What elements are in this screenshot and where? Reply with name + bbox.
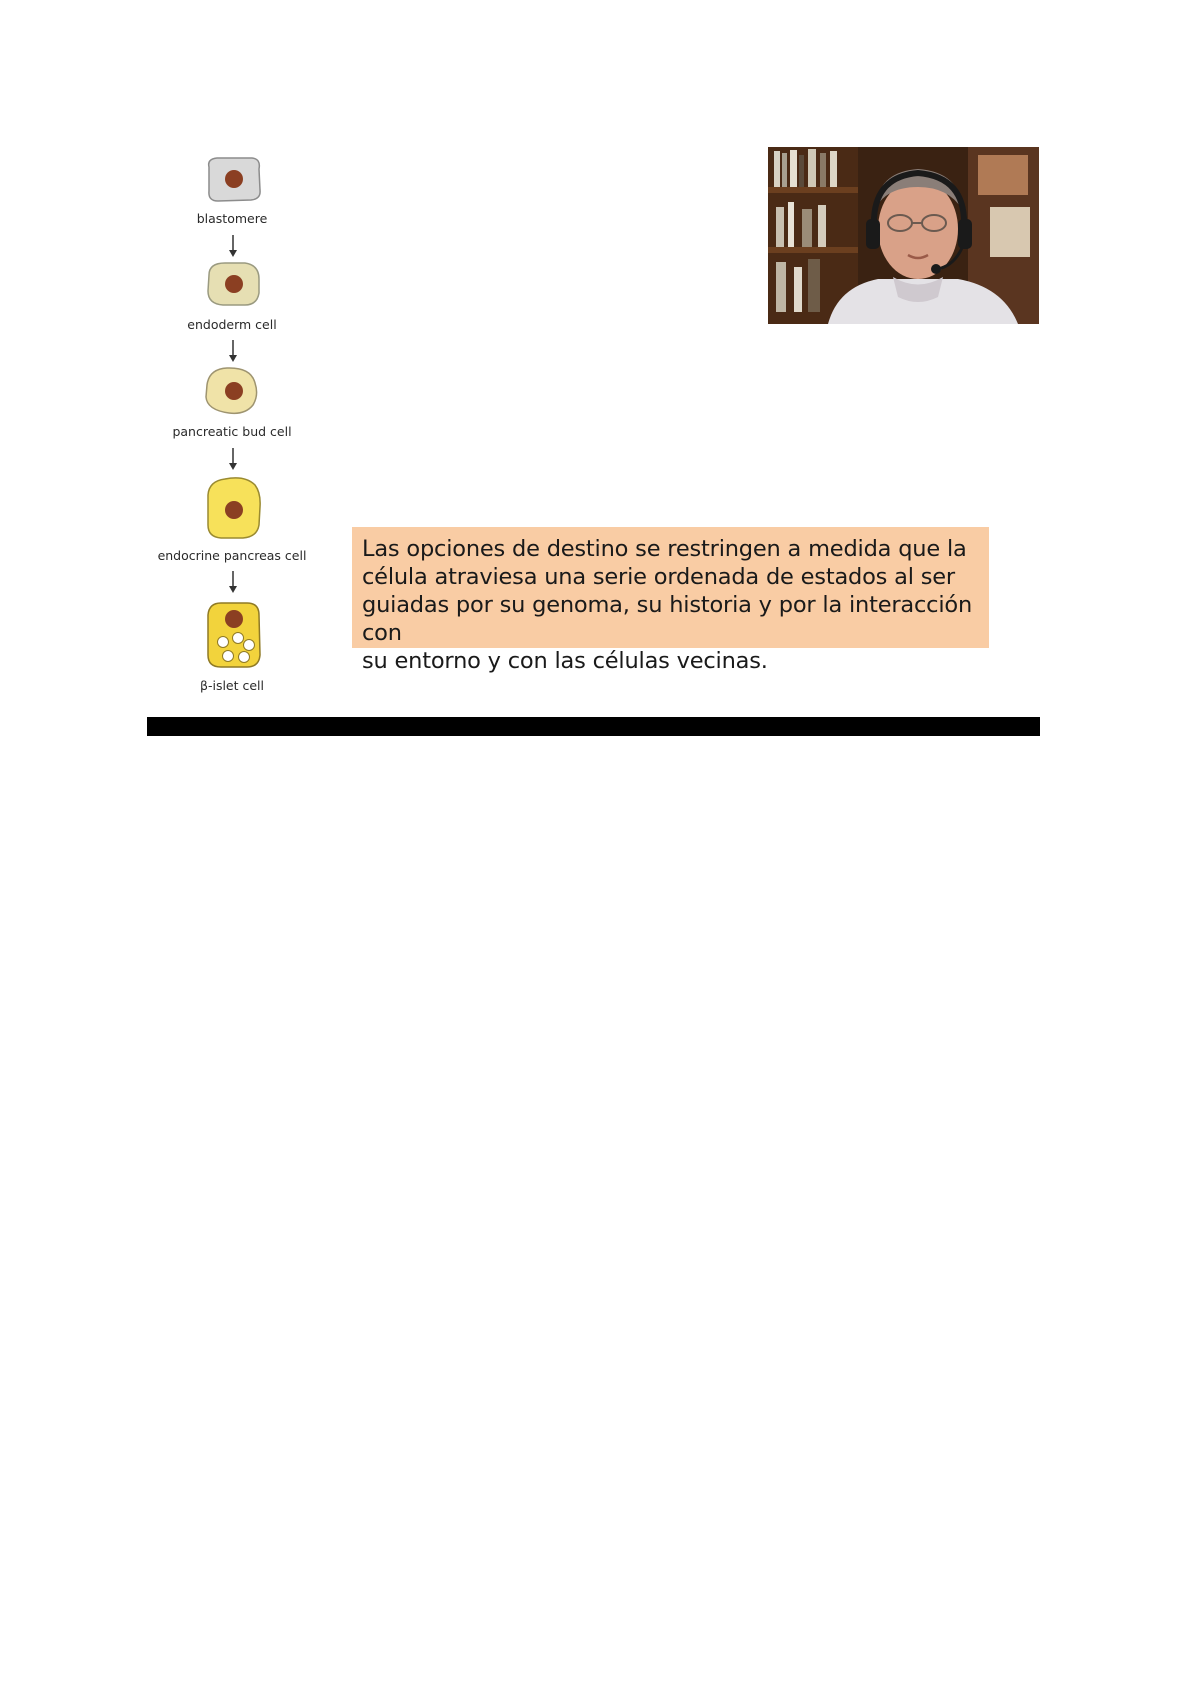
blastomere-cell <box>209 158 260 201</box>
arrow-down-icon <box>229 235 237 257</box>
endoderm-cell <box>208 263 259 305</box>
blastomere-label: blastomere <box>196 211 268 226</box>
arrow-down-icon <box>229 571 237 593</box>
endoderm-cell-label: endoderm cell <box>187 317 277 332</box>
caption-line-3: guiadas por su genoma, su historia y por la interacción con <box>362 592 973 646</box>
caption-box <box>352 527 989 674</box>
endocrine-pancreas-cell <box>208 478 260 538</box>
webcam-video-feed[interactable] <box>768 147 1039 324</box>
slide <box>147 145 1040 715</box>
caption-line-4: su entorno y con las células vecinas. <box>362 648 768 674</box>
endocrine-pancreas-cell-label: endocrine pancreas cell <box>157 548 307 563</box>
video-bottom-bar <box>147 717 1040 736</box>
caption-line-1: Las opciones de destino se restringen a medida que la <box>362 536 967 562</box>
video-feed-icon <box>768 147 1039 324</box>
pancreatic-bud-cell <box>206 368 257 413</box>
arrow-down-icon <box>229 448 237 470</box>
cell-lineage-diagram <box>147 145 327 715</box>
beta-islet-cell-label: β-islet cell <box>199 678 265 693</box>
arrow-down-icon <box>229 340 237 362</box>
beta-islet-cell <box>208 603 260 667</box>
pancreatic-bud-cell-label: pancreatic bud cell <box>172 424 292 439</box>
caption-line-2: célula atraviesa una serie ordenada de estados al ser <box>362 564 955 590</box>
